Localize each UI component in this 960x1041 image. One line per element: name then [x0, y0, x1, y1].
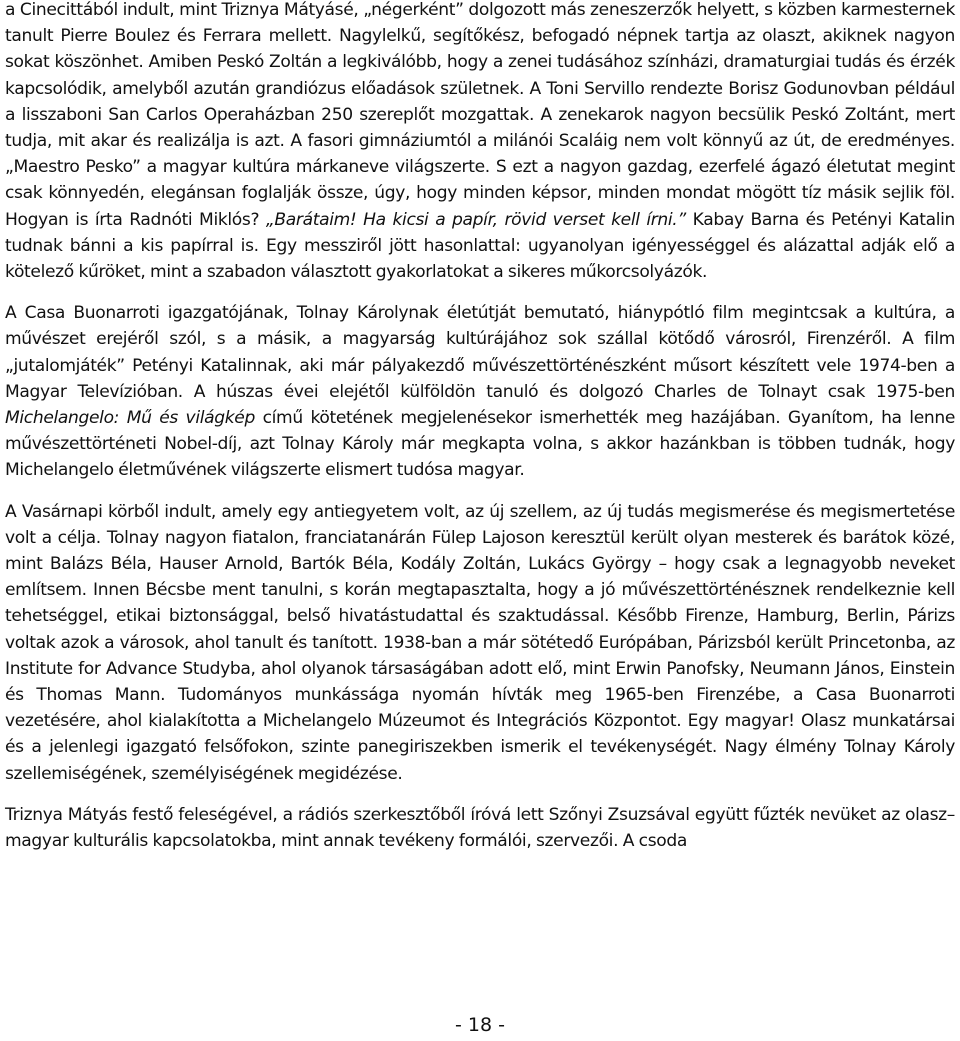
paragraph-2: [5, 300, 955, 483]
paragraph-4-text: Triznya Mátyás festő feleségével, a rádiós szerkesztőből íróvá lett Szőnyi Zsuzsával együtt fűzték nevüket az olasz–magyar kulturális kapcsolatokba, mint annak tevékeny formálói, szervezői. A csoda: [5, 804, 955, 852]
paragraph-1-text-a: a Cinecittából indult, mint Triznya Mátyásé, „négerként” dolgozott más zeneszerzők helyett, s közben karmesternek tanult Pierre Boulez és Ferrara mellett. Nagylelkű, segítőkész, befogadó népnek tartja az olaszt, akiknek nagyon sokat köszönhet. Amiben Peskó Zoltán a legkiválóbb, hogy a zenei tudásához színházi, dramaturgiai tudás és érzék kapcsolódik, amelyből azután grandiózus előadások születnek. A Toni Servillo rendezte Borisz Godunovban például a lisszaboni San Carlos Operaházban 250 szereplőt mozgattak. A zenekarok nagyon becsülik Peskó Zoltánt, mert tudja, mit akar és realizálja is azt. A fasori gimnáziumtól a milánói Scaláig nem volt könnyű az út, de eredményes. „Maestro Pesko” a magyar kultúra márkaneve világszerte. S ezt a nagyon gazdag, ezerfelé ágazó életutat megint csak könnyedén, elegánsan foglalják össze, úgy, hogy minden képsor, minden mondat mögött tíz másik sejlik föl. Hogyan is írta Radnóti Miklós?: [5, 0, 955, 230]
paragraph-3: [5, 499, 955, 787]
paragraph-1-text-b: Kabay Barna és Petényi Katalin tudnak bánni a kis papírral is. Egy messziről jött hasonlattal: ugyanolyan igényességgel és alázattal adják elő a kötelező kűröket, mint a szabadon választott gyakorlatokat a sikeres műkorcsolyázók.: [5, 209, 955, 283]
paragraph-4: [5, 802, 955, 854]
paragraph-3-text: A Vasárnapi körből indult, amely egy antiegyetem volt, az új szellem, az új tudás megismerése és megismertetése volt a célja. Tolnay nagyon fiatalon, franciatanárán Fülep Lajoson keresztül került olyan mesterek és barátok közé, mint Balázs Béla, Hauser Arnold, Bartók Béla, Kodály Zoltán, Lukács György – hogy csak a legnagyobb neveket említsem. Innen Bécsbe ment tanulni, s korán megtapasztalta, hogy a jó művészettörténésznek rendelkeznie kell tehetséggel, etikai biztonsággal, belső hivatástudattal és szaktudással. Később Firenze, Hamburg, Berlin, Párizs voltak azok a városok, ahol tanult és tanított. 1938-ban a már sötétedő Európában, Párizsból került Princetonba, az Institute for Advance Studyba, ahol olyanok társaságában adott elő, mint Erwin Panofsky, Neumann János, Einstein és Thomas Mann. Tudományos munkássága nyomán hívták meg 1965-ben Firenzébe, a Casa Buonarroti vezetésére, ahol kialakította a Michelangelo Múzeumot és Integrációs Központot. Egy magyar! Olasz munkatársai és a jelenlegi igazgató felsőfokon, szinte panegiriszekben ismerik el tevékenységét. Nagy élmény Tolnay Károly szellemiségének, személyiségének megidézése.: [5, 501, 955, 784]
paragraph-2-text-a: A Casa Buonarroti igazgatójának, Tolnay Károlynak életútját bemutató, hiánypótló film megintcsak a kultúra, a művészet erejéről szól, s a másik, a magyarság kultúrájához sok szállal kötődő városról, Firenzéről. A film „jutalomjáték” Petényi Katalinnak, aki már pályakezdő művészettörténészként műsort készített vele 1974-ben a Magyar Televízióban. A húszas évei elejétől külföldön tanuló és dolgozó Charles de Tolnayt csak 1975-ben: [5, 303, 955, 402]
radnoti-quote: „Barátaim! Ha kicsi a papír, rövid verset kell írni.”: [265, 209, 686, 230]
paragraph-1: [5, 0, 955, 285]
page-number: - 18 -: [455, 1014, 505, 1036]
paragraph-2-text-b: című kötetének megjelenésekor ismerhették meg hazájában. Gyanítom, ha lenne művészettörténeti Nobel-díj, azt Tolnay Károly már megkapta volna, s akkor hazánkban is többen tudnák, hogy Michelangelo életművének világszerte elismert tudósa magyar.: [5, 408, 955, 481]
book-title: Michelangelo: Mű és világkép: [5, 408, 255, 429]
